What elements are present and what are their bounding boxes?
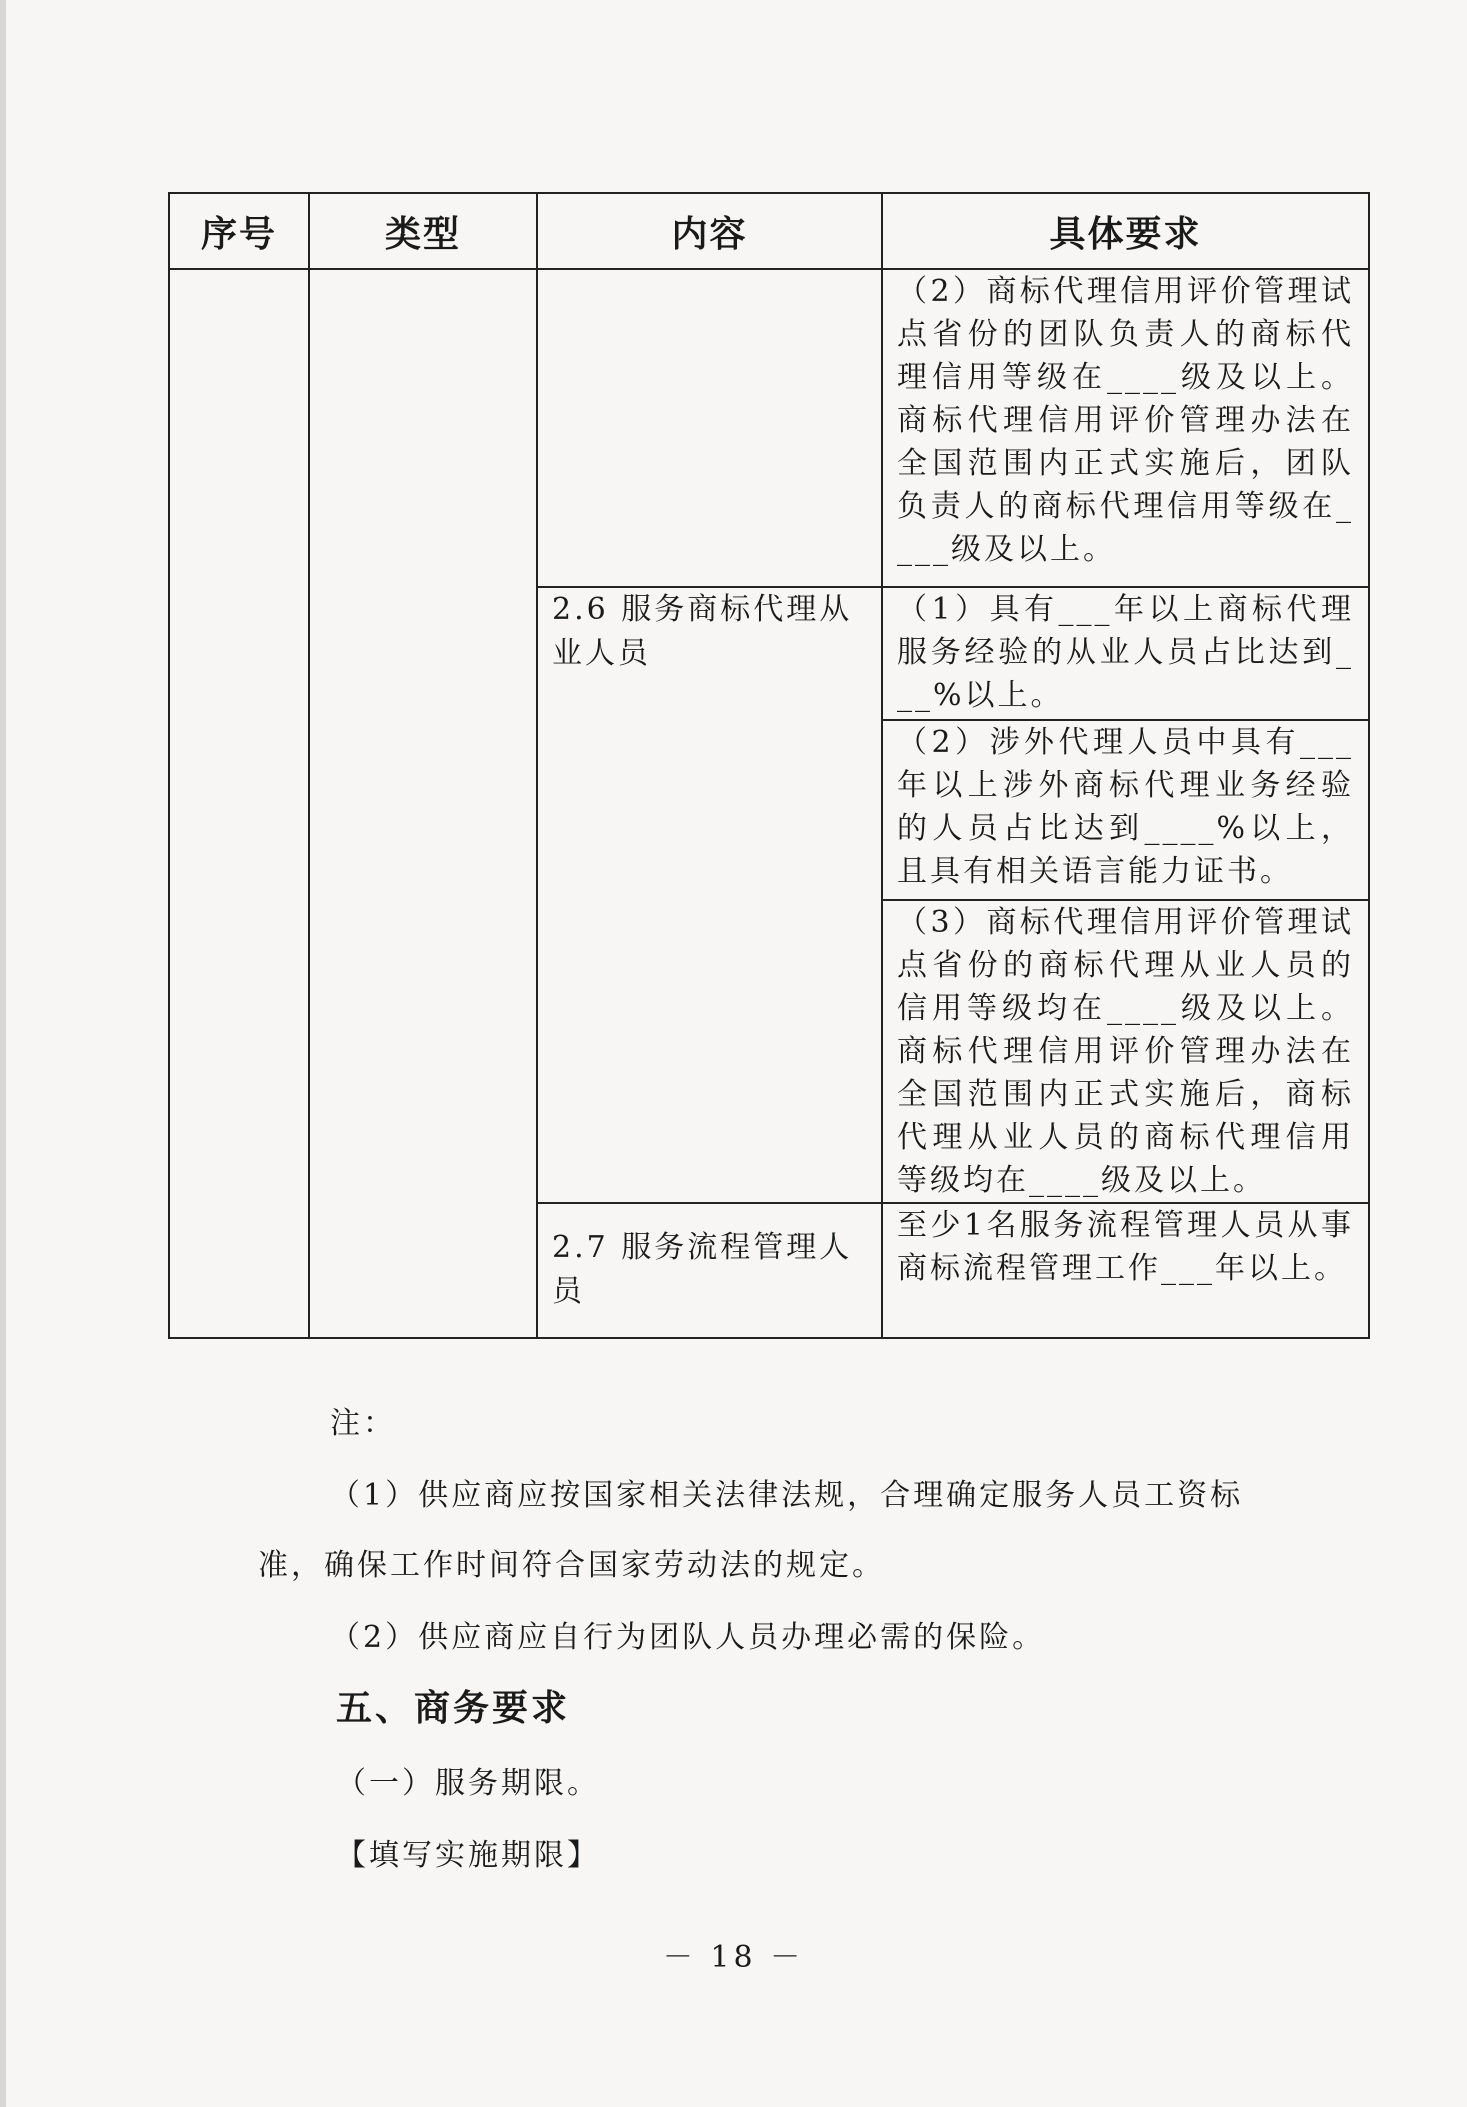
- requirement-cell: （2）商标代理信用评价管理试点省份的团队负责人的商标代理信用等级在____级及以上。商标代理信用评价管理办法在全国范围内正式实施后，团队负责人的商标代理信用等级在____级及以上。: [882, 269, 1369, 587]
- page-number: － 18 －: [662, 1940, 805, 1975]
- table-row: [169, 269, 1369, 587]
- requirement-cell: （2）涉外代理人员中具有___年以上涉外商标代理业务经验的人员占比达到____%以上，且具有相关语言能力证书。: [882, 720, 1369, 900]
- notes-label: 注：: [330, 1406, 396, 1441]
- index-cell: [169, 269, 309, 1338]
- header-index: 序号: [169, 193, 309, 269]
- content-cell: [537, 269, 882, 587]
- type-cell: [309, 269, 537, 1338]
- header-content: 内容: [537, 193, 882, 269]
- header-type: 类型: [309, 193, 537, 269]
- header-requirement: 具体要求: [882, 193, 1369, 269]
- table-header-row: [169, 193, 1369, 269]
- placeholder-text: 【填写实施期限】: [336, 1838, 600, 1873]
- note-2: （2）供应商应自行为团队人员办理必需的保险。: [330, 1620, 1046, 1655]
- note-1-line-1: （1）供应商应按国家相关法律法规，合理确定服务人员工资标: [330, 1478, 1244, 1513]
- content-cell: 2.7 服务流程管理人员: [537, 1203, 882, 1338]
- scan-edge: [0, 0, 6, 2107]
- section-heading: 五、商务要求: [336, 1688, 571, 1729]
- subsection-title: （一）服务期限。: [336, 1766, 600, 1801]
- requirement-cell: （1）具有___年以上商标代理服务经验的从业人员占比达到___%以上。: [882, 587, 1369, 720]
- requirement-cell: （3）商标代理信用评价管理试点省份的商标代理从业人员的信用等级均在____级及以上。商标代理信用评价管理办法在全国范围内正式实施后，商标代理从业人员的商标代理信用等级均在____级及以上。: [882, 900, 1369, 1203]
- requirements-table: [168, 192, 1370, 1339]
- requirement-cell: 至少1名服务流程管理人员从事商标流程管理工作___年以上。: [882, 1203, 1369, 1338]
- content-cell: 2.6 服务商标代理从业人员: [537, 587, 882, 1203]
- note-1-line-2: 准，确保工作时间符合国家劳动法的规定。: [258, 1548, 885, 1583]
